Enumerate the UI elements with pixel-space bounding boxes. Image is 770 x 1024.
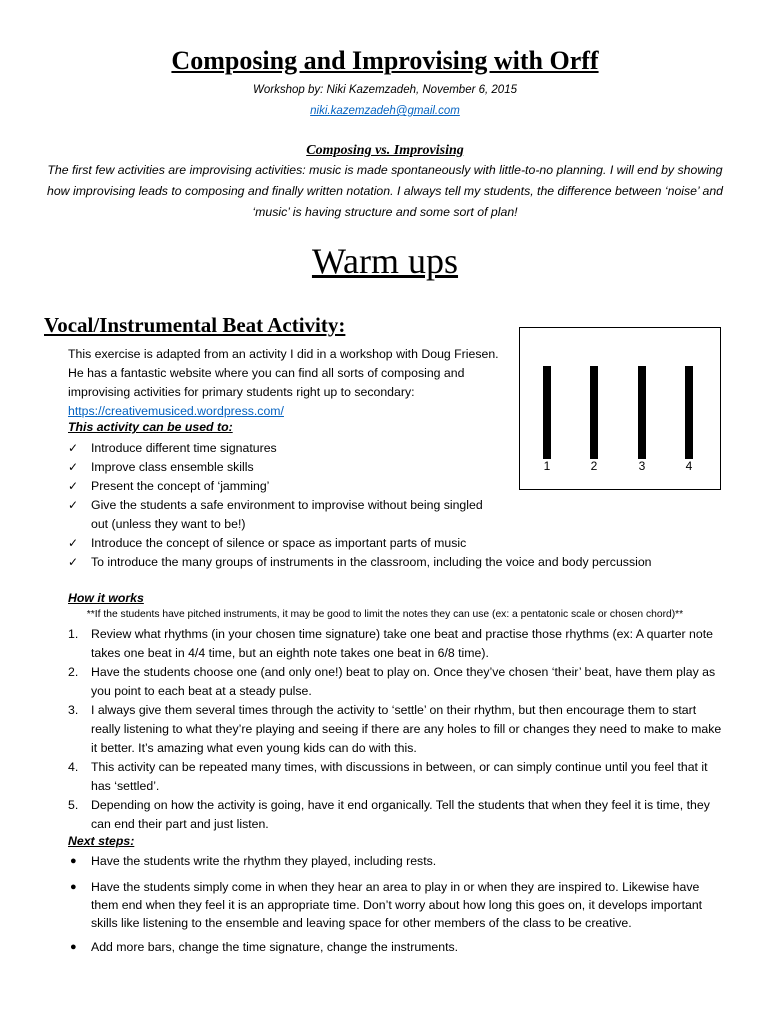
step-number: 4. — [68, 760, 79, 774]
list-item: ✓ Introduce different time signatures — [68, 439, 678, 458]
check-icon: ✓ — [68, 460, 79, 474]
website-link[interactable]: https://creativemusiced.wordpress.com/ — [68, 404, 284, 418]
activity-description — [68, 345, 508, 421]
composing-vs-improvising-heading: Composing vs. Improvising — [306, 143, 464, 158]
list-item: ✓ Improve class ensemble skills — [68, 458, 678, 477]
bullet-icon: ● — [70, 941, 77, 953]
beat-label-2: 2 — [590, 459, 598, 473]
beat-label-1: 1 — [543, 459, 551, 473]
how-it-works-heading: How it works — [68, 591, 144, 605]
step-number: 3. — [68, 703, 79, 717]
bullet-icon: ● — [70, 855, 77, 867]
next-steps-list — [68, 852, 728, 962]
activity-heading: Vocal/Instrumental Beat Activity: — [44, 313, 346, 337]
list-item: ✓ Present the concept of ‘jamming’ — [68, 477, 678, 496]
check-icon: ✓ — [68, 536, 79, 550]
next-steps-heading: Next steps: — [68, 834, 135, 848]
list-item: 5. Depending on how the activity is going, have it end organically. Tell the students that when they feel it is time, they can end their part and just listen. — [68, 798, 710, 831]
list-item: 3. I always give them several times through the activity to ‘settle’ on their rhythm, but then encourage them to start really listening to what they’re playing and seeing if there are any holes to fill or changes they need to make to make it better. It’s amazing what even young kids can do with this. — [68, 703, 722, 755]
list-item: ✓ Introduce the concept of silence or space as important parts of music — [68, 534, 678, 553]
list-item: ● Add more bars, change the time signature, change the instruments. — [70, 940, 459, 954]
check-icon: ✓ — [68, 555, 79, 569]
beat-label-4: 4 — [685, 459, 693, 473]
list-item: 1. Review what rhythms (in your chosen time signature) take one beat and practise those rhythms (ex: A quarter note takes one beat in 4/4 time, but an eighth note takes one beat in 6/8 time). — [68, 627, 713, 660]
steps-list — [68, 625, 728, 834]
step-number: 1. — [68, 627, 79, 641]
workshop-byline: Workshop by: Niki Kazemzadeh, November 6, 2015 — [253, 84, 517, 96]
list-item: 4. This activity can be repeated many times, with discussions in between, or can simply continue until you feel that it has ‘settled’. — [68, 760, 708, 793]
list-item: ● Have the students write the rhythm they played, including rests. — [70, 854, 437, 868]
activity-description-text: This exercise is adapted from an activity I did in a workshop with Doug Friesen. He has a fantastic website where you can find all sorts of composing and improvising activities for primary students right up to secondary: — [68, 347, 499, 399]
warm-ups-heading: Warm ups — [311, 241, 459, 281]
check-icon: ✓ — [68, 498, 79, 512]
beat-bar-4 — [685, 366, 693, 459]
step-number: 2. — [68, 665, 79, 679]
list-item: 2. Have the students choose one (and only one!) beat to play on. Once they’ve chosen ‘their’ beat, have them play as you point to each beat at a steady pulse. — [68, 665, 716, 698]
list-item: ● Have the students simply come in when they hear an area to play in or when they are inspired to. Likewise have them end when they feel it is an appropriate time. Don’t worry about how long this goes on, it develops important skills like listening to the ensemble and leaving space for other members of the class to be creative. — [70, 880, 703, 930]
list-item: ✓ To introduce the many groups of instruments in the classroom, including the voice and body percussion — [68, 553, 669, 572]
step-number: 5. — [68, 798, 79, 812]
check-icon: ✓ — [68, 479, 79, 493]
intro-paragraph: The first few activities are improvising activities: music is made spontaneously with little-to-no planning. I will end by showing how improvising leads to composing and finally written notation. I always tell my students, the difference between ‘noise’ and ‘music’ is having structure and some sort of plan! — [46, 163, 724, 219]
used-for-list — [68, 439, 678, 572]
document-title: Composing and Improvising with Orff — [171, 46, 599, 75]
beat-label-3: 3 — [638, 459, 646, 473]
email-link[interactable]: niki.kazemzadeh@gmail.com — [310, 105, 460, 117]
list-item: ✓ Give the students a safe environment to improvise without being singled out (unless they want to be!) — [68, 498, 483, 531]
check-icon: ✓ — [68, 441, 79, 455]
used-for-heading: This activity can be used to: — [68, 420, 233, 434]
bullet-icon: ● — [70, 881, 77, 893]
pitched-instruments-note: **If the students have pitched instruments, it may be good to limit the notes they can use (ex: a pentatonic scale or chosen chord)** — [86, 609, 684, 620]
